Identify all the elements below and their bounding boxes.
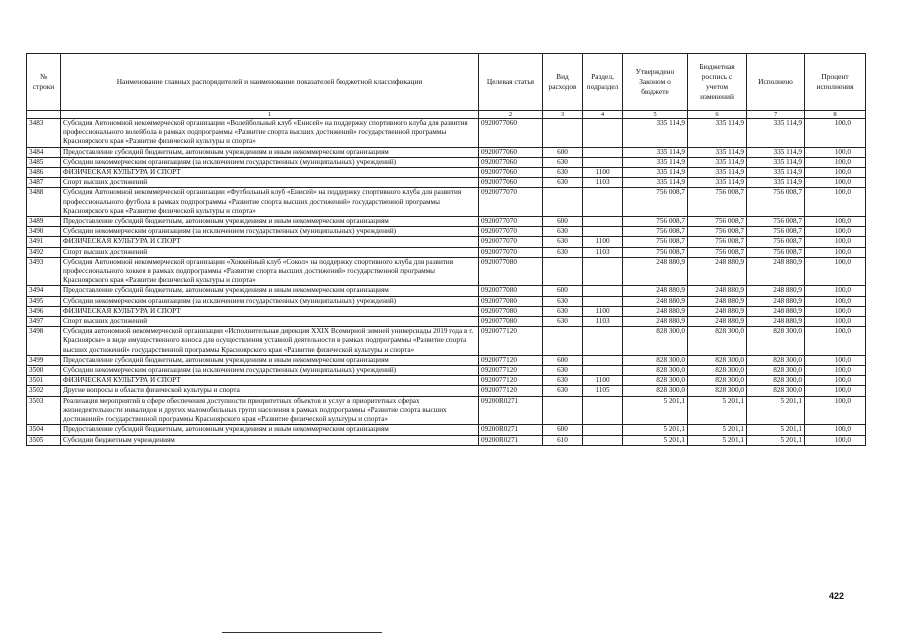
- header-execution-percent: Процент исполнения: [805, 54, 866, 111]
- header-executed: Исполнено: [747, 54, 805, 111]
- name-cell: Спорт высших достижений: [61, 247, 479, 257]
- section-cell: 1100: [583, 168, 623, 178]
- name-cell: Субсидии некоммерческим организациям (за исключением государственных (муниципальных) учреждений): [61, 366, 479, 376]
- target-article-cell: 0920077120: [479, 366, 543, 376]
- budget-amount-cell: 248 880,9: [688, 306, 747, 316]
- expense-type-cell: 630: [543, 376, 583, 386]
- execution-percent-cell: 100,0: [805, 366, 866, 376]
- row-number-cell: 3500: [27, 366, 61, 376]
- section-cell: 1105: [583, 386, 623, 396]
- column-number: 7: [747, 111, 805, 119]
- execution-percent-cell: 100,0: [805, 188, 866, 217]
- name-cell: Предоставление субсидий бюджетным, автономным учреждениям и иным некоммерческим организациям: [61, 425, 479, 435]
- budget-amount-cell: 5 201,1: [688, 425, 747, 435]
- target-article-cell: 0920077080: [479, 257, 543, 286]
- row-number-cell: 3492: [27, 247, 61, 257]
- budget-amount-cell: 828 300,0: [688, 366, 747, 376]
- footer-divider: [222, 632, 382, 633]
- table-row: [27, 386, 866, 396]
- section-cell: 1100: [583, 306, 623, 316]
- name-cell: Предоставление субсидий бюджетным, автономным учреждениям и иным некоммерческим организациям: [61, 355, 479, 365]
- budget-execution-table: [26, 53, 866, 446]
- executed-amount-cell: 248 880,9: [747, 257, 805, 286]
- approved-amount-cell: 828 300,0: [623, 355, 688, 365]
- expense-type-cell: 630: [543, 168, 583, 178]
- table-row: [27, 257, 866, 286]
- table-row: [27, 188, 866, 217]
- row-number-cell: 3498: [27, 327, 61, 356]
- executed-amount-cell: 248 880,9: [747, 296, 805, 306]
- budget-amount-cell: 756 008,7: [688, 217, 747, 227]
- table-row: [27, 168, 866, 178]
- executed-amount-cell: 756 008,7: [747, 237, 805, 247]
- row-number-cell: 3483: [27, 119, 61, 148]
- section-cell: [583, 396, 623, 425]
- name-cell: Субсидия Автономной некоммерческой организации «Хоккейный клуб «Сокол» на поддержку спортивного клуба для развития профессионального хоккея в рамках подпрограммы «Развитие спорта высших достижений» государственной программы Красноярского края «Развитие физической культуры и спорта»: [61, 257, 479, 286]
- target-article-cell: 0920077120: [479, 327, 543, 356]
- expense-type-cell: 630: [543, 247, 583, 257]
- table-header-row: [27, 54, 866, 111]
- executed-amount-cell: 248 880,9: [747, 306, 805, 316]
- budget-amount-cell: 248 880,9: [688, 286, 747, 296]
- budget-amount-cell: 756 008,7: [688, 237, 747, 247]
- expense-type-cell: [543, 327, 583, 356]
- section-cell: 1103: [583, 178, 623, 188]
- executed-amount-cell: 828 300,0: [747, 355, 805, 365]
- approved-amount-cell: 5 201,1: [623, 435, 688, 445]
- approved-amount-cell: 5 201,1: [623, 425, 688, 435]
- executed-amount-cell: 828 300,0: [747, 386, 805, 396]
- row-number-cell: 3501: [27, 376, 61, 386]
- column-number: [27, 111, 61, 119]
- header-name: Наименование главных распорядителей и наименование показателей бюджетной классификации: [61, 54, 479, 111]
- expense-type-cell: [543, 188, 583, 217]
- budget-amount-cell: 5 201,1: [688, 435, 747, 445]
- name-cell: Субсидия автономной некоммерческой организации «Исполнительная дирекция XXIX Всемирной зимней универсиады 2019 года в г. Красноярске» в виде имущественного взноса для осуществления уставной деятельности в рамках подпрограммы «Развитие спорта высших достижений» государственной программы Красноярского края «Развитие физической культуры и спорта»: [61, 327, 479, 356]
- target-article-cell: 0920077080: [479, 296, 543, 306]
- section-cell: 1100: [583, 237, 623, 247]
- row-number-cell: 3490: [27, 227, 61, 237]
- target-article-cell: 0920077080: [479, 317, 543, 327]
- execution-percent-cell: 100,0: [805, 247, 866, 257]
- header-target-article: Целевая статья: [479, 54, 543, 111]
- expense-type-cell: 600: [543, 355, 583, 365]
- executed-amount-cell: 335 114,9: [747, 119, 805, 148]
- name-cell: Субсидии некоммерческим организациям (за исключением государственных (муниципальных) учреждений): [61, 296, 479, 306]
- execution-percent-cell: 100,0: [805, 435, 866, 445]
- column-number: 5: [623, 111, 688, 119]
- executed-amount-cell: 335 114,9: [747, 147, 805, 157]
- header-section: Раздел, подраздел: [583, 54, 623, 111]
- expense-type-cell: 600: [543, 147, 583, 157]
- section-cell: [583, 355, 623, 365]
- target-article-cell: 0920077070: [479, 188, 543, 217]
- executed-amount-cell: 335 114,9: [747, 178, 805, 188]
- table-body: [27, 119, 866, 446]
- approved-amount-cell: 335 114,9: [623, 178, 688, 188]
- column-number: 6: [688, 111, 747, 119]
- approved-amount-cell: 335 114,9: [623, 157, 688, 167]
- expense-type-cell: 630: [543, 227, 583, 237]
- execution-percent-cell: 100,0: [805, 237, 866, 247]
- table-row: [27, 435, 866, 445]
- table-row: [27, 327, 866, 356]
- target-article-cell: 0920077070: [479, 227, 543, 237]
- column-number: 1: [61, 111, 479, 119]
- execution-percent-cell: 100,0: [805, 147, 866, 157]
- header-budget-schedule: Бюджетная роспись с учетом изменений: [688, 54, 747, 111]
- target-article-cell: 0920077060: [479, 178, 543, 188]
- target-article-cell: 0920077060: [479, 119, 543, 148]
- executed-amount-cell: 756 008,7: [747, 217, 805, 227]
- section-cell: [583, 327, 623, 356]
- name-cell: Предоставление субсидий бюджетным, автономным учреждениям и иным некоммерческим организациям: [61, 147, 479, 157]
- expense-type-cell: 600: [543, 217, 583, 227]
- row-number-cell: 3495: [27, 296, 61, 306]
- execution-percent-cell: 100,0: [805, 217, 866, 227]
- header-approved: Утверждено Законом о бюджете: [623, 54, 688, 111]
- approved-amount-cell: 828 300,0: [623, 366, 688, 376]
- name-cell: Реализация мероприятий в сфере обеспечения доступности приоритетных объектов и услуг в приоритетных сферах жизнедеятельности инвалидов и других маломобильных групп населения в рамках подпрограммы «Развитие спорта высших достижений» государственной программы Красноярского края «Развитие физической культуры и спорта»: [61, 396, 479, 425]
- section-cell: 1100: [583, 376, 623, 386]
- row-number-cell: 3504: [27, 425, 61, 435]
- table-row: [27, 119, 866, 148]
- expense-type-cell: [543, 119, 583, 148]
- target-article-cell: 0920077070: [479, 217, 543, 227]
- budget-amount-cell: 335 114,9: [688, 157, 747, 167]
- expense-type-cell: 600: [543, 286, 583, 296]
- name-cell: Спорт высших достижений: [61, 178, 479, 188]
- approved-amount-cell: 756 008,7: [623, 247, 688, 257]
- row-number-cell: 3502: [27, 386, 61, 396]
- target-article-cell: 0920077120: [479, 355, 543, 365]
- execution-percent-cell: 100,0: [805, 317, 866, 327]
- column-number: 2: [479, 111, 543, 119]
- table-row: [27, 247, 866, 257]
- row-number-cell: 3486: [27, 168, 61, 178]
- approved-amount-cell: 248 880,9: [623, 306, 688, 316]
- row-number-cell: 3485: [27, 157, 61, 167]
- name-cell: Субсидия Автономной некоммерческой организации «Футбольный клуб «Енисей» на поддержку спортивного клуба для развития профессионального футбола в рамках подпрограммы «Развитие спорта высших достижений» государственной программы Красноярского края «Развитие физической культуры и спорта»: [61, 188, 479, 217]
- target-article-cell: 0920077120: [479, 386, 543, 396]
- page-number: 422: [829, 591, 845, 601]
- approved-amount-cell: 756 008,7: [623, 227, 688, 237]
- target-article-cell: 0920077060: [479, 168, 543, 178]
- approved-amount-cell: 248 880,9: [623, 286, 688, 296]
- table-row: [27, 217, 866, 227]
- name-cell: Другие вопросы в области физической культуры и спорта: [61, 386, 479, 396]
- execution-percent-cell: 100,0: [805, 157, 866, 167]
- header-expense-type: Вид расходов: [543, 54, 583, 111]
- section-cell: [583, 157, 623, 167]
- budget-amount-cell: 828 300,0: [688, 376, 747, 386]
- table-row: [27, 147, 866, 157]
- approved-amount-cell: 5 201,1: [623, 396, 688, 425]
- execution-percent-cell: 100,0: [805, 306, 866, 316]
- table-row: [27, 227, 866, 237]
- expense-type-cell: [543, 396, 583, 425]
- name-cell: Субсидии некоммерческим организациям (за исключением государственных (муниципальных) учреждений): [61, 157, 479, 167]
- target-article-cell: 09200R0271: [479, 396, 543, 425]
- execution-percent-cell: 100,0: [805, 425, 866, 435]
- execution-percent-cell: 100,0: [805, 396, 866, 425]
- section-cell: [583, 435, 623, 445]
- budget-amount-cell: 248 880,9: [688, 257, 747, 286]
- row-number-cell: 3499: [27, 355, 61, 365]
- budget-amount-cell: 335 114,9: [688, 119, 747, 148]
- row-number-cell: 3497: [27, 317, 61, 327]
- execution-percent-cell: 100,0: [805, 376, 866, 386]
- section-cell: [583, 188, 623, 217]
- row-number-cell: 3491: [27, 237, 61, 247]
- expense-type-cell: 630: [543, 306, 583, 316]
- row-number-cell: 3487: [27, 178, 61, 188]
- row-number-cell: 3493: [27, 257, 61, 286]
- table-row: [27, 396, 866, 425]
- budget-amount-cell: 335 114,9: [688, 168, 747, 178]
- execution-percent-cell: 100,0: [805, 355, 866, 365]
- section-cell: 1103: [583, 247, 623, 257]
- budget-amount-cell: 828 300,0: [688, 327, 747, 356]
- section-cell: [583, 217, 623, 227]
- table-row: [27, 366, 866, 376]
- approved-amount-cell: 248 880,9: [623, 257, 688, 286]
- executed-amount-cell: 756 008,7: [747, 188, 805, 217]
- executed-amount-cell: 335 114,9: [747, 168, 805, 178]
- execution-percent-cell: 100,0: [805, 227, 866, 237]
- target-article-cell: 0920077060: [479, 157, 543, 167]
- executed-amount-cell: 828 300,0: [747, 366, 805, 376]
- section-cell: [583, 257, 623, 286]
- target-article-cell: 0920077070: [479, 247, 543, 257]
- section-cell: [583, 296, 623, 306]
- row-number-cell: 3488: [27, 188, 61, 217]
- budget-amount-cell: 335 114,9: [688, 178, 747, 188]
- target-article-cell: 0920077070: [479, 237, 543, 247]
- section-cell: [583, 366, 623, 376]
- table-row: [27, 237, 866, 247]
- row-number-cell: 3484: [27, 147, 61, 157]
- expense-type-cell: 610: [543, 435, 583, 445]
- name-cell: Субсидия Автономной некоммерческой организации «Волейбольный клуб «Енисей» на поддержку спортивного клуба для развития профессионального волейбола в рамках подпрограммы «Развитие спорта высших достижений» государственной программы Красноярского края «Развитие физической культуры и спорта»: [61, 119, 479, 148]
- name-cell: Субсидии некоммерческим организациям (за исключением государственных (муниципальных) учреждений): [61, 227, 479, 237]
- table-row: [27, 296, 866, 306]
- execution-percent-cell: 100,0: [805, 168, 866, 178]
- executed-amount-cell: 5 201,1: [747, 396, 805, 425]
- approved-amount-cell: 335 114,9: [623, 147, 688, 157]
- column-number: 3: [543, 111, 583, 119]
- expense-type-cell: 630: [543, 157, 583, 167]
- approved-amount-cell: 756 008,7: [623, 237, 688, 247]
- name-cell: Предоставление субсидий бюджетным, автономным учреждениям и иным некоммерческим организациям: [61, 217, 479, 227]
- name-cell: ФИЗИЧЕСКАЯ КУЛЬТУРА И СПОРТ: [61, 237, 479, 247]
- approved-amount-cell: 335 114,9: [623, 119, 688, 148]
- column-number-row: [27, 111, 866, 119]
- name-cell: Спорт высших достижений: [61, 317, 479, 327]
- table-row: [27, 317, 866, 327]
- name-cell: ФИЗИЧЕСКАЯ КУЛЬТУРА И СПОРТ: [61, 306, 479, 316]
- approved-amount-cell: 828 300,0: [623, 386, 688, 396]
- execution-percent-cell: 100,0: [805, 386, 866, 396]
- row-number-cell: 3489: [27, 217, 61, 227]
- approved-amount-cell: 248 880,9: [623, 296, 688, 306]
- budget-amount-cell: 756 008,7: [688, 227, 747, 237]
- executed-amount-cell: 756 008,7: [747, 227, 805, 237]
- section-cell: [583, 147, 623, 157]
- target-article-cell: 0920077120: [479, 376, 543, 386]
- executed-amount-cell: 248 880,9: [747, 286, 805, 296]
- row-number-cell: 3503: [27, 396, 61, 425]
- header-row-number: № строки: [27, 54, 61, 111]
- section-cell: 1103: [583, 317, 623, 327]
- budget-amount-cell: 828 300,0: [688, 355, 747, 365]
- name-cell: Субсидии бюджетным учреждениям: [61, 435, 479, 445]
- target-article-cell: 0920077080: [479, 306, 543, 316]
- executed-amount-cell: 248 880,9: [747, 317, 805, 327]
- section-cell: [583, 119, 623, 148]
- execution-percent-cell: 100,0: [805, 119, 866, 148]
- expense-type-cell: [543, 257, 583, 286]
- section-cell: [583, 286, 623, 296]
- budget-amount-cell: 756 008,7: [688, 247, 747, 257]
- execution-percent-cell: 100,0: [805, 296, 866, 306]
- executed-amount-cell: 5 201,1: [747, 425, 805, 435]
- expense-type-cell: 630: [543, 386, 583, 396]
- column-number: 4: [583, 111, 623, 119]
- table-row: [27, 355, 866, 365]
- executed-amount-cell: 756 008,7: [747, 247, 805, 257]
- budget-amount-cell: 248 880,9: [688, 317, 747, 327]
- budget-amount-cell: 248 880,9: [688, 296, 747, 306]
- name-cell: ФИЗИЧЕСКАЯ КУЛЬТУРА И СПОРТ: [61, 168, 479, 178]
- execution-percent-cell: 100,0: [805, 178, 866, 188]
- expense-type-cell: 630: [543, 366, 583, 376]
- table-row: [27, 376, 866, 386]
- approved-amount-cell: 828 300,0: [623, 376, 688, 386]
- row-number-cell: 3496: [27, 306, 61, 316]
- executed-amount-cell: 335 114,9: [747, 157, 805, 167]
- approved-amount-cell: 248 880,9: [623, 317, 688, 327]
- name-cell: Предоставление субсидий бюджетным, автономным учреждениям и иным некоммерческим организациям: [61, 286, 479, 296]
- name-cell: ФИЗИЧЕСКАЯ КУЛЬТУРА И СПОРТ: [61, 376, 479, 386]
- target-article-cell: 09200R0271: [479, 425, 543, 435]
- budget-amount-cell: 335 114,9: [688, 147, 747, 157]
- executed-amount-cell: 828 300,0: [747, 327, 805, 356]
- approved-amount-cell: 828 300,0: [623, 327, 688, 356]
- executed-amount-cell: 828 300,0: [747, 376, 805, 386]
- execution-percent-cell: 100,0: [805, 257, 866, 286]
- expense-type-cell: 630: [543, 317, 583, 327]
- expense-type-cell: 630: [543, 237, 583, 247]
- row-number-cell: 3505: [27, 435, 61, 445]
- section-cell: [583, 227, 623, 237]
- execution-percent-cell: 100,0: [805, 286, 866, 296]
- table-row: [27, 306, 866, 316]
- approved-amount-cell: 756 008,7: [623, 188, 688, 217]
- table-row: [27, 178, 866, 188]
- execution-percent-cell: 100,0: [805, 327, 866, 356]
- approved-amount-cell: 756 008,7: [623, 217, 688, 227]
- column-number: 8: [805, 111, 866, 119]
- executed-amount-cell: 5 201,1: [747, 435, 805, 445]
- table-row: [27, 425, 866, 435]
- target-article-cell: 0920077060: [479, 147, 543, 157]
- approved-amount-cell: 335 114,9: [623, 168, 688, 178]
- table-row: [27, 157, 866, 167]
- section-cell: [583, 425, 623, 435]
- budget-amount-cell: 5 201,1: [688, 396, 747, 425]
- budget-amount-cell: 756 008,7: [688, 188, 747, 217]
- target-article-cell: 0920077080: [479, 286, 543, 296]
- expense-type-cell: 630: [543, 178, 583, 188]
- budget-amount-cell: 828 300,0: [688, 386, 747, 396]
- target-article-cell: 09200R0271: [479, 435, 543, 445]
- row-number-cell: 3494: [27, 286, 61, 296]
- table-row: [27, 286, 866, 296]
- expense-type-cell: 600: [543, 425, 583, 435]
- expense-type-cell: 630: [543, 296, 583, 306]
